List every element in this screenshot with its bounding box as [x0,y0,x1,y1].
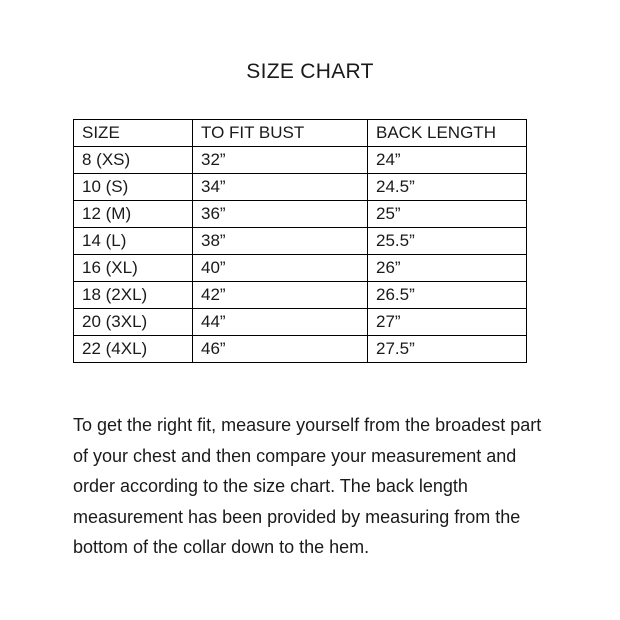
cell-size: 10 (S) [74,174,193,201]
cell-bust: 32” [193,147,368,174]
cell-size: 8 (XS) [74,147,193,174]
cell-bust: 36” [193,201,368,228]
cell-back-length: 25” [368,201,527,228]
table-row [74,336,527,363]
cell-size: 22 (4XL) [74,336,193,363]
cell-back-length: 27.5” [368,336,527,363]
cell-bust: 38” [193,228,368,255]
cell-bust: 42” [193,282,368,309]
cell-size: 16 (XL) [74,255,193,282]
table-row [74,282,527,309]
cell-bust: 34” [193,174,368,201]
cell-back-length: 24” [368,147,527,174]
cell-size: 20 (3XL) [74,309,193,336]
table-row [74,147,527,174]
cell-size: 12 (M) [74,201,193,228]
cell-back-length: 26” [368,255,527,282]
table-row [74,309,527,336]
header-bust: TO FIT BUST [193,120,368,147]
cell-bust: 40” [193,255,368,282]
cell-size: 18 (2XL) [74,282,193,309]
cell-back-length: 27” [368,309,527,336]
cell-back-length: 25.5” [368,228,527,255]
cell-bust: 46” [193,336,368,363]
cell-bust: 44” [193,309,368,336]
table-row [74,201,527,228]
table-header-row [74,120,527,147]
cell-size: 14 (L) [74,228,193,255]
header-back-length: BACK LENGTH [368,120,527,147]
page-title: SIZE CHART [246,60,374,83]
fit-instructions: To get the right fit, measure yourself from the broadest part of your chest and then compare your measurement and order according to the size chart. The back length measurement has been provided by measuring from the bottom of the collar down to the hem. [73,415,542,557]
table-row [74,228,527,255]
cell-back-length: 26.5” [368,282,527,309]
size-chart-table [73,119,527,363]
table-row [74,174,527,201]
header-size: SIZE [74,120,193,147]
cell-back-length: 24.5” [368,174,527,201]
table-row [74,255,527,282]
